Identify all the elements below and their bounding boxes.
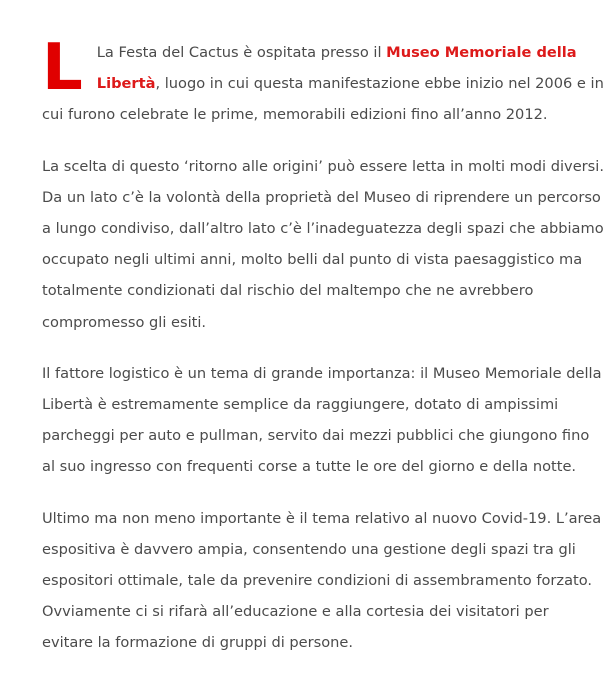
drop-cap: L: [42, 31, 83, 105]
paragraph-logistics: Il fattore logistico è un tema di grande importanza: il Museo Memoriale della Libertà è estremamente semplice da raggiungere, dotato di ampissimi parcheggi per auto e pullman, servito dai mezzi pubblici che giungono fino al suo ingresso con frequenti corse a tutte le ore del giorno e della notte.: [42, 364, 602, 476]
paragraph-intro: [42, 31, 604, 131]
article-body: [42, 31, 604, 679]
museum-link[interactable]: Museo Memoriale della Libertà: [96, 44, 577, 93]
intro-text-after: , luogo in cui questa manifestazione ebbe inizio nel 2006 e in cui furono celebrate le prime, memorabili edizioni fino all’anno 2012.: [42, 75, 604, 124]
paragraph-origins: La scelta di questo ‘ritorno alle origini’ può essere letta in molti modi diversi. Da un lato c’è la volontà della proprietà del Museo di riprendere un percorso a lungo condiviso, dall’altro lato c’è l’inadeguatezza degli spazi che abbiamo occupato negli ultimi anni, molto belli dal punto di vista paesaggistico ma totalmente condizionati dal rischio del maltempo che ne avrebbero compromesso gli esiti.: [42, 157, 604, 331]
paragraph-covid: Ultimo ma non meno importante è il tema relativo al nuovo Covid-19. L’area espositiva è davvero ampia, consentendo una gestione degli spazi tra gli espositori ottimale, tale da prevenire condizioni di assembramento forzato. Ovviamente ci si rifarà all’educazione e alla cortesia dei visitatori per evitare la formazione di gruppi di persone.: [42, 509, 602, 652]
intro-text-before: La Festa del Cactus è ospitata presso il: [96, 44, 387, 61]
